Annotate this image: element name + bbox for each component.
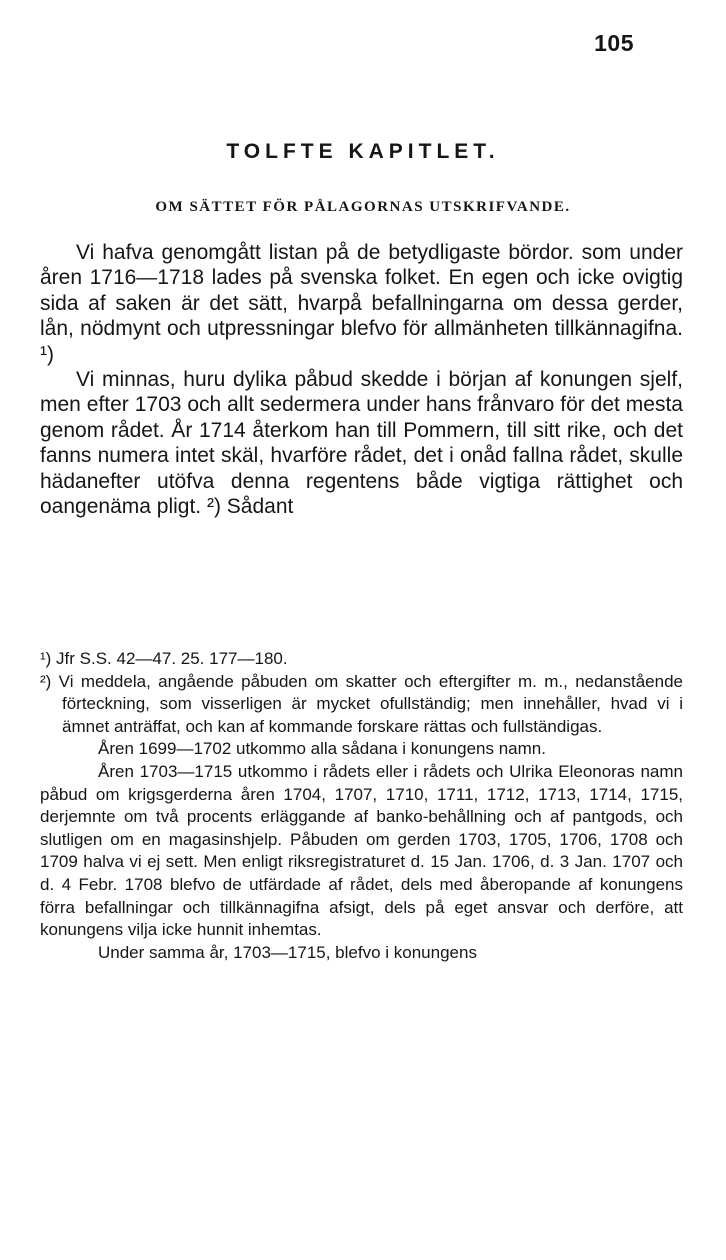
footnotes (40, 648, 683, 964)
footnote-1: ¹) Jfr S.S. 42—47. 25. 177—180. (40, 649, 288, 668)
footnote-2: ²) Vi meddela, angående påbuden om skatter och eftergifter m. m., nedanstående förteckning, som visserligen är mycket ofullständig; men innehåller, hvad vi i ämnet anträffat, och kan af kommande forskare rättas och fullständigas. (40, 671, 683, 736)
footnote-2-paragraph: Åren 1699—1702 utkommo alla sådana i konungens namn. (98, 739, 546, 759)
footnote-2-paragraph: Åren 1703—1715 utkommo i rådets eller i rådets och Ulrika Eleonoras namn påbud om krigsgerderna åren 1704, 1707, 1710, 1711, 1712, 1713, 1714, 1715, derjemnte om två procents erläggande af banko-behållning och af pantgods, och slutligen om en magasinshjelp. Påbuden om gerden 1703, 1705, 1706, 1708 och 1709 halva vi ej sett. Men enligt riksregistraturet d. 15 Jan. 1706, d. 3 Jan. 1707 och d. 4 Febr. 1708 blefvo de utfärdade af rådet, dels med åberopande af konungens förra befallningar och tillkännagifna afsigt, dels på eget ansvar och derföre, att konungens vilja icke hunnit inhemtas. (40, 761, 683, 940)
chapter-subtitle: OM SÄTTET FÖR PÅLAGORNAS UTSKRIFVANDE. (155, 199, 571, 215)
footnote-2-paragraph: Under samma år, 1703—1715, blefvo i konungens (98, 942, 477, 962)
chapter-title: TOLFTE KAPITLET. (226, 140, 500, 163)
paragraph: Vi hafva genomgått listan på de betydligaste bördor. som under åren 1716—1718 lades på svenska folket. En egen och icke ovigtig sida af saken är det sätt, hvarpå befallningarna om dessa gerder, lån, nödmynt och utpressningar blefvo för allmänheten tillkännagifna. ¹) (40, 241, 683, 366)
page-number: 105 (594, 30, 634, 56)
paragraph: Vi minnas, huru dylika påbud skedde i början af konungen sjelf, men efter 1703 och allt sedermera under hans frånvaro för det mesta genom rådet. År 1714 återkom han till Pommern, till sitt rike, och det fanns numera intet skäl, hvarföre rådet, det i onåd fallna rådet, skulle hädanefter utöfva denna regentens både vigtiga rättighet och oangenäma pligt. ²) Sådant (40, 368, 683, 519)
main-text (40, 240, 683, 519)
